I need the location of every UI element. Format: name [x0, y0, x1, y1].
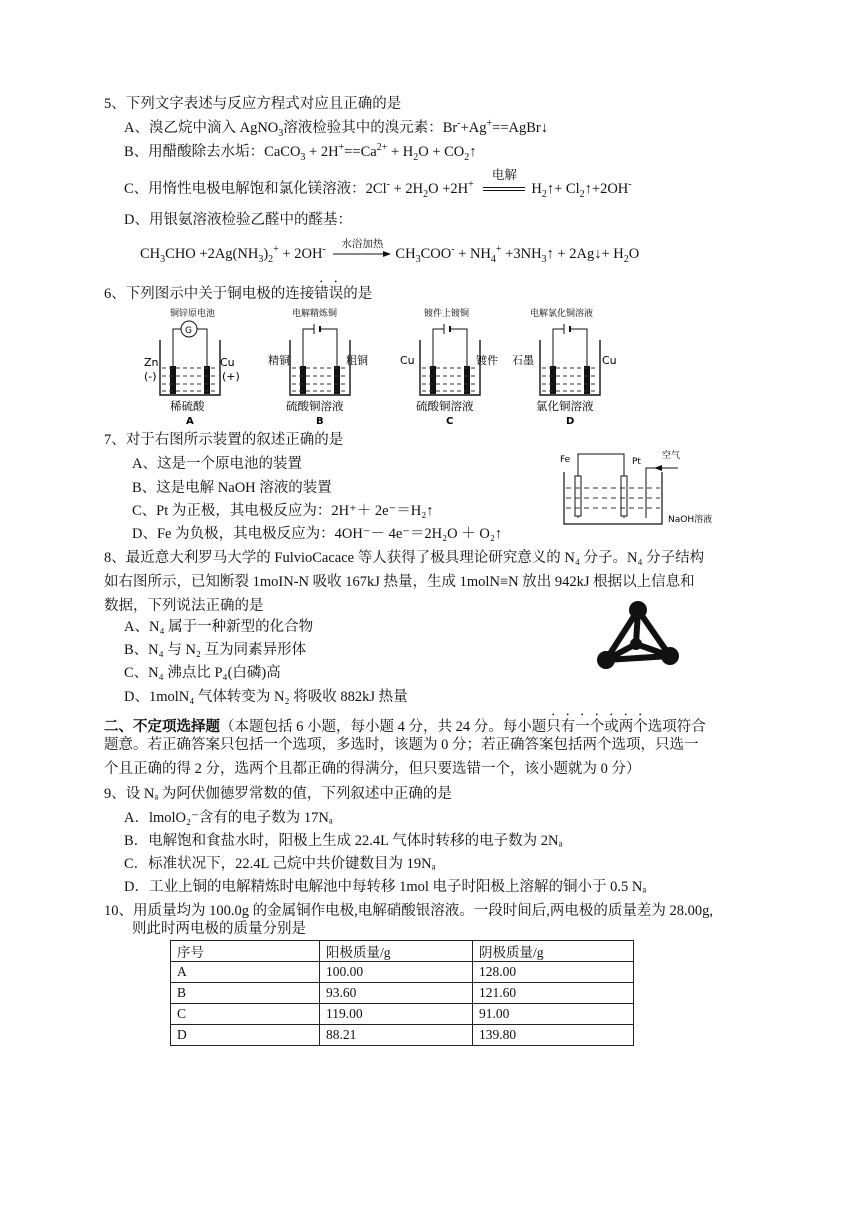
- table-cell: 100.00: [320, 962, 473, 983]
- q5-option-c: C、用惰性电极电解饱和氯化镁溶液：$2Cl^- + 2H_2O +2H^+$ 电解 $H_2↑+$ $Cl_2↑+2OH^-$: [124, 167, 632, 200]
- fig-d-right: Cu: [602, 354, 617, 367]
- q9-stem: 9、设 Nₐ 为阿伏伽德罗常数的值，下列叙述中正确的是: [104, 786, 452, 802]
- table-cell: 88.21: [320, 1025, 473, 1046]
- q8-line-2: 如右图所示，已知断裂 1moIN-N 吸收 167kJ 热量，生成 1molN≡N 放出 942kJ 根据以上信息和: [104, 574, 695, 590]
- q8-line-1: 8、最近意大利罗马大学的 FulvioCacace 等人获得了极具理论研究意义的 N₄ 分子。N₄ 分子结构: [104, 550, 705, 566]
- q9-option-a: A．lmolO₂⁻含有的电子数为 17Nₐ: [124, 810, 333, 826]
- fig-d-letter: D: [566, 416, 575, 427]
- q7-option-c: C、Pt 为正极，其电极反应为：2H⁺＋ 2e⁻＝H₂↑: [132, 503, 434, 519]
- svg-text:G: G: [185, 326, 192, 336]
- fig-c-left: Cu: [400, 354, 415, 367]
- section2-line-3: 个且正确的得 2 分，选两个且都正确的得满分，但只要选错一个，该小题就为 0 分）: [104, 761, 641, 777]
- table-cell: 139.80: [473, 1025, 634, 1046]
- fig-b: [268, 307, 368, 427]
- q10-table: [170, 940, 634, 1046]
- table-cell: D: [171, 1025, 320, 1046]
- table-row: [171, 962, 634, 983]
- table-row: [171, 1004, 634, 1025]
- q6-stem: 6、下列图示中关于铜电极的连接错误的是: [104, 286, 373, 302]
- fig-a-caption: 铜锌原电池: [170, 309, 216, 319]
- table-row: [171, 983, 634, 1004]
- fig-c-letter: C: [446, 416, 454, 427]
- reaction-arrow: [333, 250, 391, 258]
- table-cell: 93.60: [320, 983, 473, 1004]
- section2-line-2: 题意。若正确答案只包括一个选项，多选时，该题为 0 分；若正确答案包括两个选项，只选一: [104, 737, 699, 753]
- pt-electrode-label: Pt: [632, 457, 641, 467]
- q8-option-a: A、N₄ 属于一种新型的化合物: [124, 619, 314, 635]
- electrolysis-condition: 电解: [491, 167, 517, 182]
- fig-c-caption: 镀件上镀铜: [424, 309, 470, 319]
- fig-d: [512, 307, 617, 427]
- fig-c: [400, 307, 498, 427]
- q5-stem: 5、下列文字表述与反应方程式对应且正确的是: [104, 96, 402, 112]
- q10-line-2: 则此时两电极的质量分别是: [132, 921, 306, 937]
- table-cell: 121.60: [473, 983, 634, 1004]
- table-header: 阴极质量/g: [473, 941, 634, 962]
- q9-option-d: D．工业上铜的电解精炼时电解池中每转移 1mol 电子时阳极上溶解的铜小于 0.5 Nₐ: [124, 879, 647, 895]
- q7-option-b: B、这是电解 NaOH 溶液的装置: [132, 480, 332, 496]
- q8-option-d: D、1molN₄ 气体转变为 N₂ 将吸收 882kJ 热量: [124, 689, 408, 705]
- q10-line-1: 10、用质量均为 100.0g 的金属铜作电极,电解硝酸银溶液。一段时间后,两电极的质量差为 28.00g,: [104, 903, 713, 919]
- table-cell: 91.00: [473, 1004, 634, 1025]
- q5-option-d-equation: $CH_3CHO +2Ag(NH_3)_2^+ + 2OH^-$ 水浴加热 $CH_3COO^- + NH_4^+$ $+3NH_3↑$ + 2Ag↓+ $H_2O$: [140, 244, 639, 264]
- fig-a-solution: 稀硫酸: [170, 399, 205, 413]
- q7-apparatus: [558, 446, 718, 528]
- table-header-row: [171, 941, 634, 962]
- q9-option-c: C．标准状况下，22.4L 己烷中共价键数目为 19Nₐ: [124, 856, 436, 872]
- fig-d-left: 石墨: [512, 354, 534, 367]
- q5-option-d: D、用银氨溶液检验乙醛中的醛基：: [124, 212, 352, 228]
- svg-text:(-): (-): [144, 370, 157, 383]
- fig-d-caption: 电解氯化铜溶液: [530, 309, 594, 319]
- fig-a-right: Cu: [220, 356, 235, 369]
- n4-molecule-structure: [596, 598, 680, 680]
- fig-b-caption: 电解精炼铜: [292, 309, 338, 319]
- q5-option-a: A、溴乙烷中滴入 AgNO$_3$溶液检验其中的溴元素：Br-+Ag+==AgBr↓: [124, 118, 548, 139]
- table-cell: C: [171, 1004, 320, 1025]
- fig-c-right: 镀件: [476, 354, 498, 367]
- fig-b-solution: 硫酸铜溶液: [286, 399, 344, 413]
- q5-option-b: B、用醋酸除去水垢：CaCO$_3$ + $2H^+==Ca^{2+} + H_2O$ + $CO_2↑$: [124, 142, 477, 163]
- fig-a-letter: A: [186, 416, 194, 427]
- fig-a: [144, 307, 240, 427]
- q9-option-b: B．电解饱和食盐水时，阳极上生成 22.4L 气体时转移的电子数为 2Nₐ: [124, 833, 563, 849]
- table-cell: 119.00: [320, 1004, 473, 1025]
- q7-option-a: A、这是一个原电池的装置: [132, 456, 302, 472]
- q8-option-c: C、N₄ 沸点比 P₄(白磷)高: [124, 665, 281, 681]
- fe-electrode-label: Fe: [560, 455, 571, 465]
- table-row: [171, 1025, 634, 1046]
- q6-figures: [140, 300, 620, 430]
- naoh-solution-label: NaOH溶液: [668, 515, 713, 525]
- fig-a-left: Zn: [144, 356, 159, 369]
- fig-d-solution: 氯化铜溶液: [536, 399, 594, 413]
- table-header: 序号: [171, 941, 320, 962]
- table-cell: B: [171, 983, 320, 1004]
- water-bath-condition: 水浴加热: [341, 238, 384, 250]
- svg-text:(+): (+): [222, 370, 240, 383]
- fig-c-solution: 硫酸铜溶液: [416, 399, 474, 413]
- table-cell: A: [171, 962, 320, 983]
- section2-line-1: 二、不定项选择题（本题包括 6 小题，每小题 4 分，共 24 分。每小题只有一个或两个选项符合: [104, 719, 706, 735]
- air-label: 空气: [662, 451, 681, 461]
- q8-option-b: B、N₄ 与 N₂ 互为同素异形体: [124, 642, 307, 658]
- table-header: 阳极质量/g: [320, 941, 473, 962]
- table-cell: 128.00: [473, 962, 634, 983]
- q7-stem: 7、对于右图所示装置的叙述正确的是: [104, 432, 344, 448]
- fig-b-right: 粗铜: [346, 354, 368, 367]
- fig-b-letter: B: [316, 416, 324, 427]
- fig-b-left: 精铜: [268, 354, 290, 367]
- q7-option-d: D、Fe 为负极，其电极反应为：4OH⁻－ 4e⁻＝2H₂O ＋ O₂↑: [132, 526, 503, 542]
- q8-line-3: 数据，下列说法正确的是: [104, 598, 264, 614]
